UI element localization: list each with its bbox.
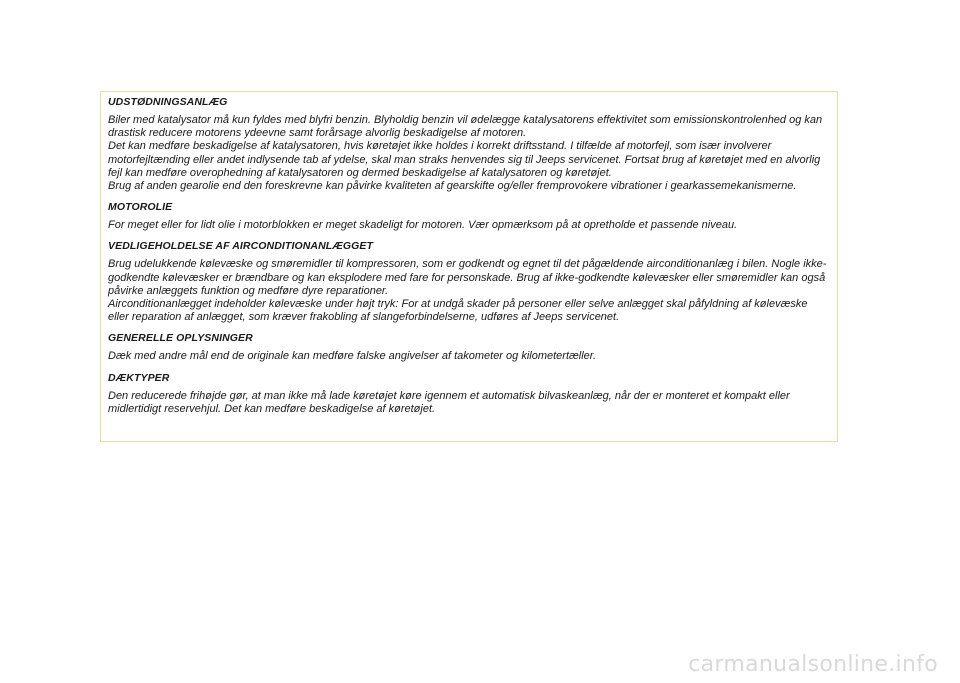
section-heading: GENERELLE OPLYSNINGER	[108, 332, 253, 345]
paragraph: Den reducerede frihøjde gør, at man ikke må lade køretøjet køre igennem et automatisk bilvaskeanlæg, når der er monteret et kompakt eller midlertidigt reservehjul. Det kan medføre beskadigelse af køretøjet.	[108, 389, 790, 415]
notice-box	[100, 91, 838, 442]
paragraph: Brug af anden gearolie end den foreskrevne kan påvirke kvaliteten af gearskifte og/eller fremprovokere vibrationer i gearkassemekanismerne.	[108, 180, 797, 193]
paragraph: Airconditionanlægget indeholder kølevæske under højt tryk: For at undgå skader på personer eller selve anlægget skal påfyldning af kølevæske eller reparation af anlægget, som kræver frakobling af slangeforbindelserne, udføres af Jeeps servicenet.	[108, 298, 808, 324]
paragraph: Dæk med andre mål end de originale kan medføre falske angivelser af takometer og kilometertæller.	[108, 350, 597, 363]
section-general-info	[108, 332, 830, 363]
watermark: carmanualsonline.info	[688, 652, 938, 677]
section-heading: MOTOROLIE	[108, 201, 173, 214]
section-heading: VEDLIGEHOLDELSE AF AIRCONDITIONANLÆGGET	[108, 240, 374, 253]
section-exhaust-system	[108, 96, 830, 193]
section-heading: DÆKTYPER	[108, 371, 170, 384]
paragraph: Det kan medføre beskadigelse af katalysatoren, hvis køretøjet ikke holdes i korrekt driftsstand. I tilfælde af motorfejl, som især involverer motorfejltænding eller andet indlysende tab af ydelse, skal man straks henvendes sig til Jeeps servicenet. Fortsat brug af køretøjet med en alvorlig fejl kan medføre overophedning af katalysatoren og dermed beskadigelse af katalysatoren og køretøjet.	[108, 140, 821, 179]
paragraph: Biler med katalysator må kun fyldes med blyfri benzin. Blyholdig benzin vil ødelægge katalysatorens effektivitet som emissionskontrolenhed og kan drastisk reducere motorens ydeevne samt forårsage alvorlig beskadigelse af motoren.	[108, 114, 823, 140]
paragraph: Brug udelukkende kølevæske og smøremidler til kompressoren, som er godkendt og egnet til det pågældende airconditionanlæg i bilen. Nogle ikke-godkendte kølevæsker er brændbare og kan eksplodere med fare for personskade. Brug af ikke-godkendte kølevæsker eller smøremidler kan også påvirke anlæggets funktion og medføre dyre reparationer.	[108, 258, 827, 297]
paragraph: For meget eller for lidt olie i motorblokken er meget skadeligt for motoren. Vær opmærksom på at opretholde et passende niveau.	[108, 219, 738, 232]
section-tire-types	[108, 372, 830, 416]
section-engine-oil	[108, 201, 830, 232]
section-ac-maintenance	[108, 240, 830, 324]
section-heading: UDSTØDNINGSANLÆG	[108, 96, 228, 108]
